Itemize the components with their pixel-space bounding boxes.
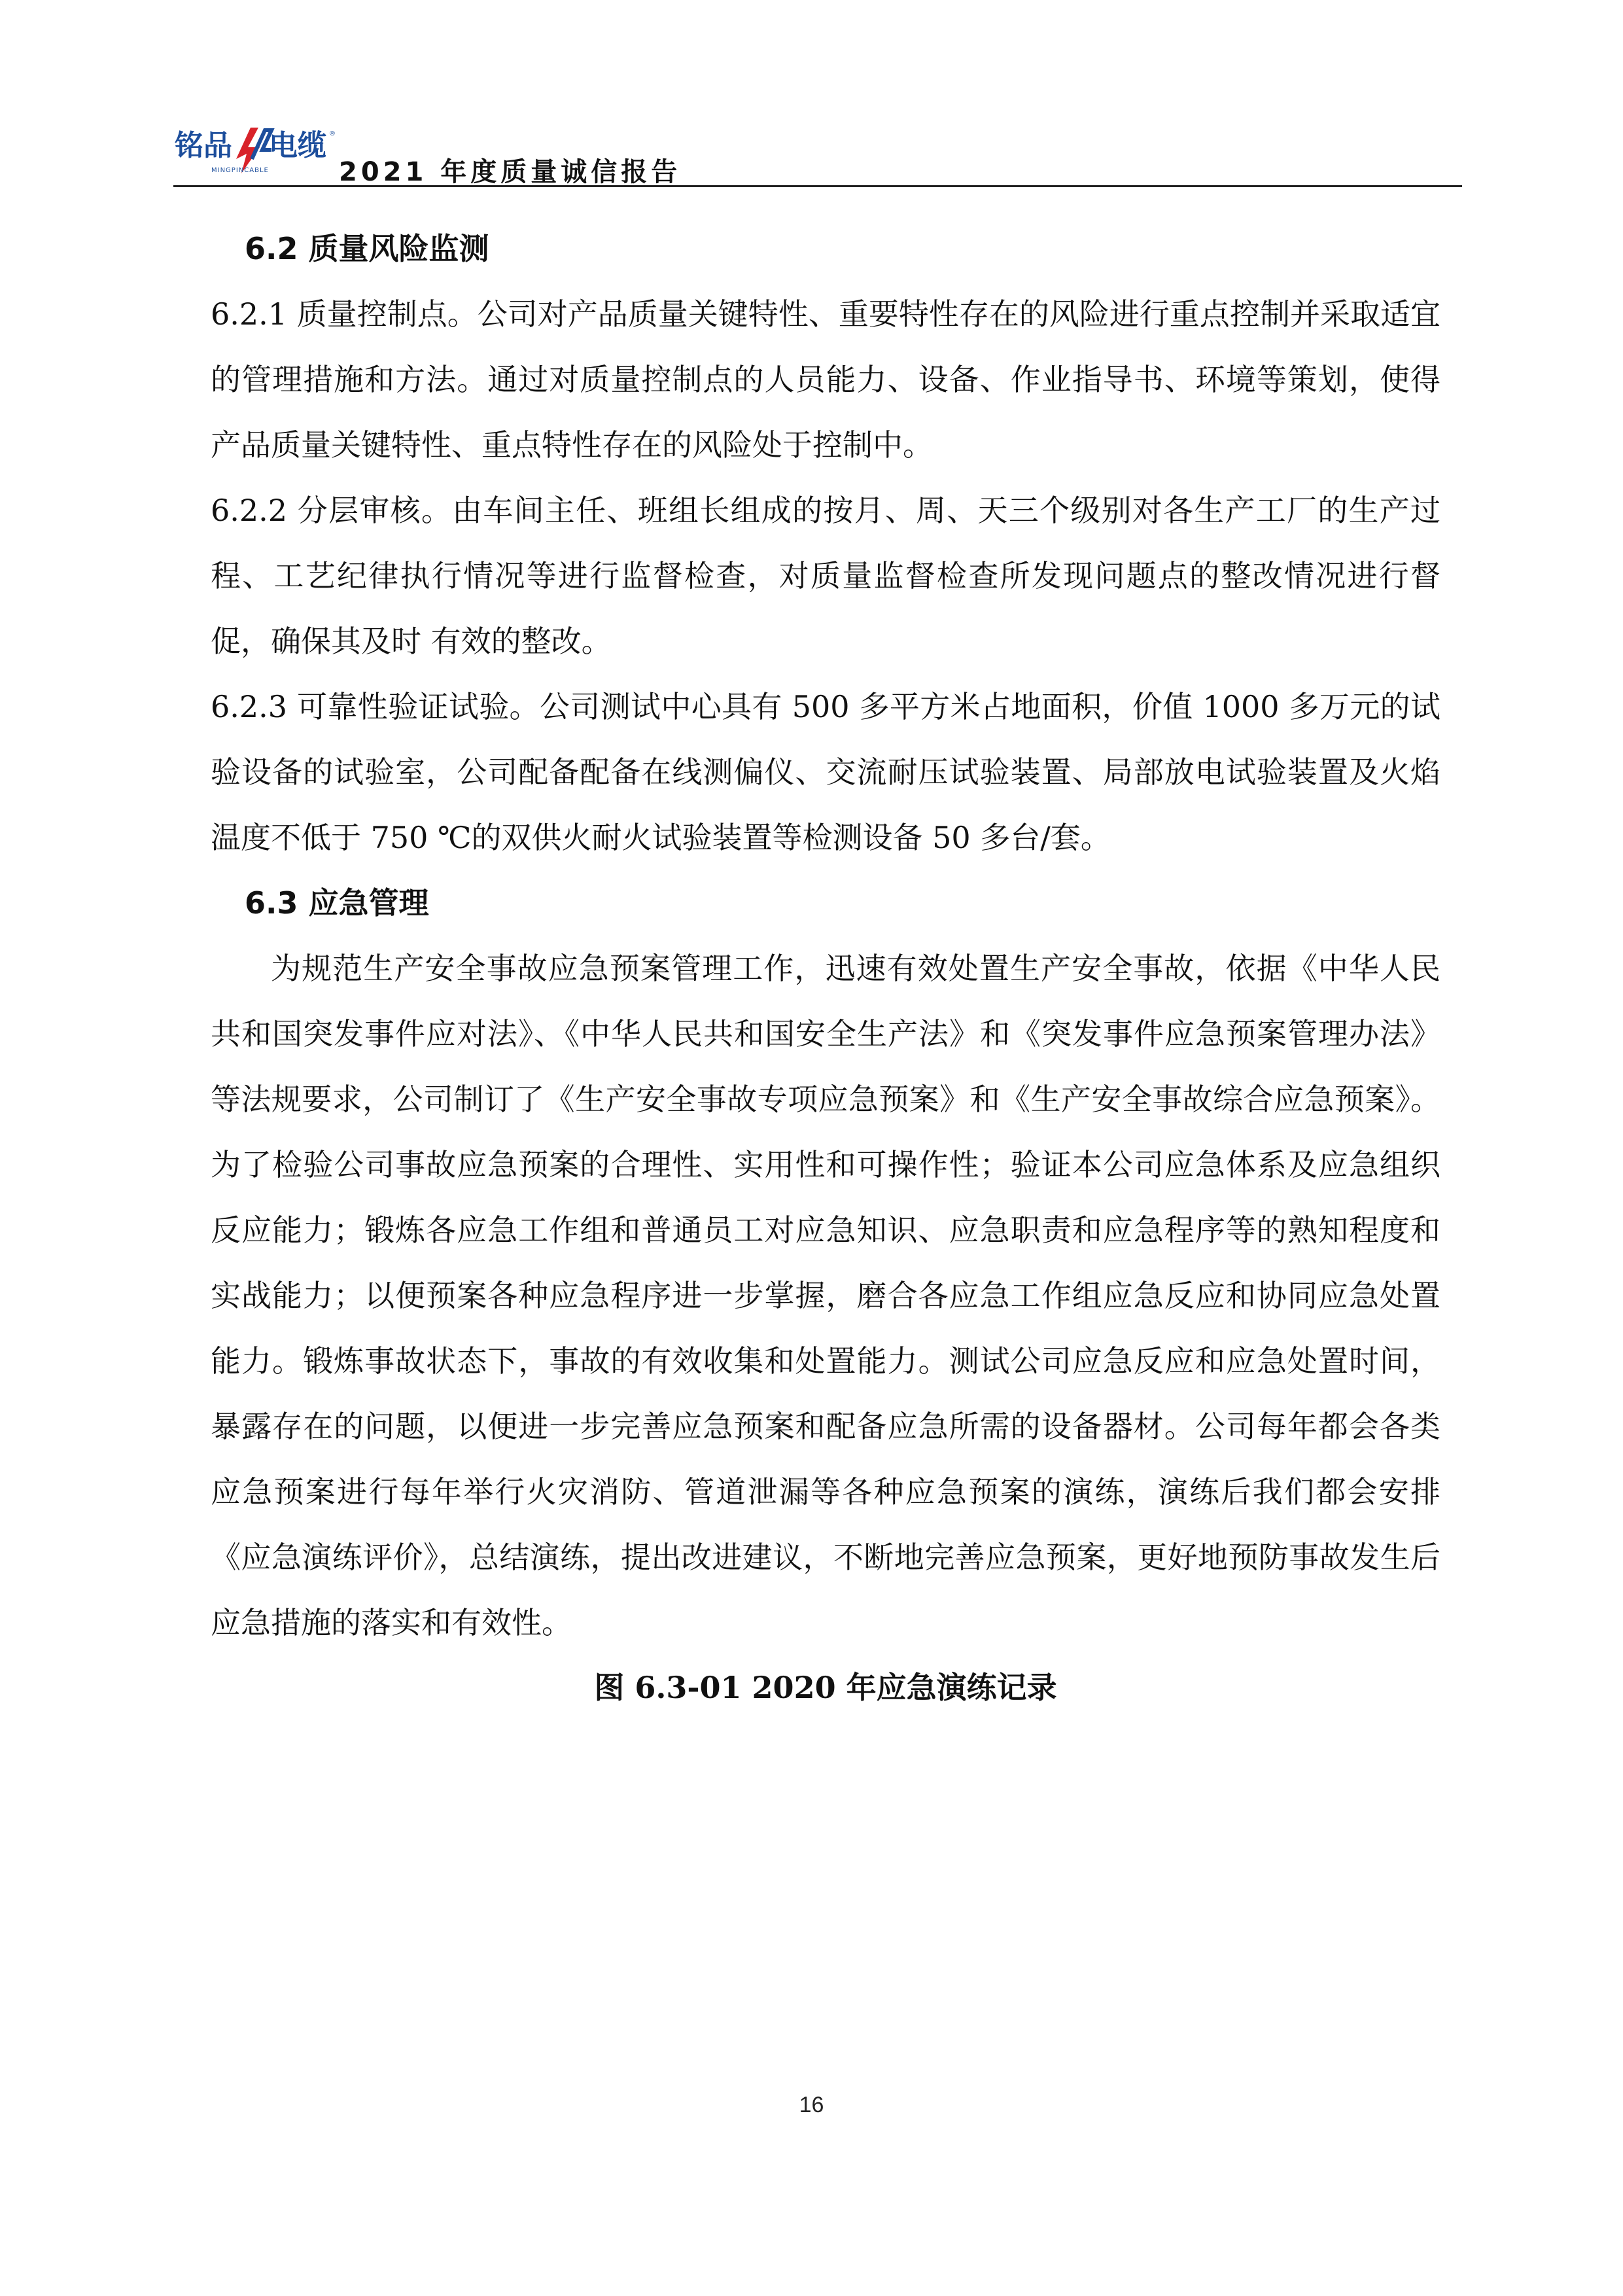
header-divider <box>173 185 1462 187</box>
svg-text:®: ® <box>329 130 336 137</box>
page-number: 16 <box>799 2093 824 2117</box>
section-6-3-heading: 6.3 应急管理 <box>245 885 429 921</box>
paragraph-6-2-3: 6.2.3 可靠性验证试验。公司测试中心具有 500 多平方米占地面积，价值 1000 多万元的试验设备的试验室，公司配备配备在线测偏仪、交流耐压试验装置、局部放电试验装置及火焰温度不低于 750 ℃的双供火耐火试验装置等检测设备 50 多台/套。 <box>211 689 1440 855</box>
figure-caption: 图 6.3-01 2020 年应急演练记录 <box>594 1670 1057 1705</box>
svg-text:电缆: 电缆 <box>269 129 326 162</box>
svg-text:铭品: 铭品 <box>175 129 232 162</box>
paragraph-6-2-2: 6.2.2 分层审核。由车间主任、班组长组成的按月、周、天三个级别对各生产工厂的生产过程、工艺纪律执行情况等进行监督检查，对质量监督检查所发现问题点的整改情况进行督促，确保其及时 有效的整改。 <box>211 493 1440 659</box>
paragraph-6-3: 为规范生产安全事故应急预案管理工作，迅速有效处置生产安全事故，依据《中华人民共和国突发事件应对法》、《中华人民共和国安全生产法》和《突发事件应急预案管理办法》等法规要求，公司制订了《生产安全事故专项应急预案》和《生产安全事故综合应急预案》。为了检验公司事故应急预案的合理性、实用性和可操作性；验证本公司应急体系及应急组织反应能力；锻炼各应急工作组和普通员工对应急知识、应急职责和应急程序等的熟知程度和实战能力；以便预案各种应急程序进一步掌握，磨合各应急工作组应急反应和协同应急处置能力。锻炼事故状态下，事故的有效收集和处置能力。测试公司应急反应和应急处置时间，暴露存在的问题，以便进一步完善应急预案和配备应急所需的设备器材。公司每年都会各类应急预案进行每年举行火灾消防、管道泄漏等各种应急预案的演练，演练后我们都会安排《应急演练评价》，总结演练，提出改进建议，不断地完善应急预案，更好地预防事故发生后应急措施的落实和有效性。 <box>211 951 1440 1640</box>
paragraph-6-2-1: 6.2.1 质量控制点。公司对产品质量关键特性、重要特性存在的风险进行重点控制并采取适宜的管理措施和方法。通过对质量控制点的人员能力、设备、作业指导书、环境等策划，使得产品质量关键特性、重点特性存在的风险处于控制中。 <box>211 296 1440 463</box>
company-logo <box>173 121 343 180</box>
section-6-2-heading: 6.2 质量风险监测 <box>245 231 489 266</box>
page-body <box>211 216 1440 1717</box>
page-header <box>173 108 1462 193</box>
svg-text:MINGPINCABLE: MINGPINCABLE <box>211 167 269 174</box>
report-title: 2021 年度质量诚信报告 <box>339 157 682 187</box>
